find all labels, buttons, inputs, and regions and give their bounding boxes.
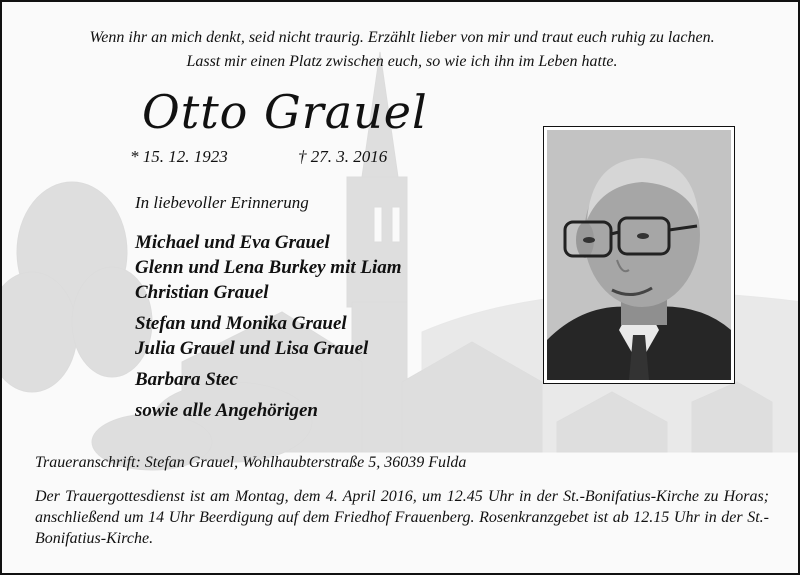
quote (2, 26, 800, 74)
birth-date: * 15. 12. 1923 (130, 147, 228, 166)
mourner-item: sowie alle Angehörigen (135, 400, 318, 421)
quote-line-2: Lasst mir einen Platz zwischen euch, so wie ich ihn im Leben hatte. (186, 53, 618, 70)
death-date: † 27. 3. 2016 (298, 147, 388, 166)
deceased-name: Otto Grauel (142, 85, 428, 139)
life-dates (130, 145, 388, 169)
mourner-item: Julia Grauel und Lisa Grauel (135, 338, 369, 359)
portrait-photo-frame (543, 126, 735, 384)
quote-line-1: Wenn ihr an mich denkt, seid nicht traurig. Erzählt lieber von mir und traut euch ruhig zu lachen. (89, 29, 715, 46)
remembrance-line: In liebevoller Erinnerung (135, 193, 309, 212)
mourner-item: Michael und Eva Grauel (135, 232, 330, 253)
service-details: Der Trauergottesdienst ist am Montag, dem 4. April 2016, um 12.45 Uhr in der St.-Bonifatius-Kirche zu Horas; anschließend um 14 Uhr Beerdigung auf dem Friedhof Frauenberg. Rosenkranzgebet ist ab 12.15 Uhr in der St.-Bonifatius-Kirche. (35, 488, 769, 547)
portrait-photo (547, 130, 731, 380)
mourner-item: Christian Grauel (135, 282, 269, 303)
mourners-list (135, 230, 402, 423)
mourner-item: Stefan und Monika Grauel (135, 313, 347, 334)
mourning-address: Traueranschrift: Stefan Grauel, Wohlhaubterstraße 5, 36039 Fulda (35, 454, 467, 471)
mourner-item: Glenn und Lena Burkey mit Liam (135, 257, 402, 278)
mourner-item: Barbara Stec (135, 369, 238, 390)
